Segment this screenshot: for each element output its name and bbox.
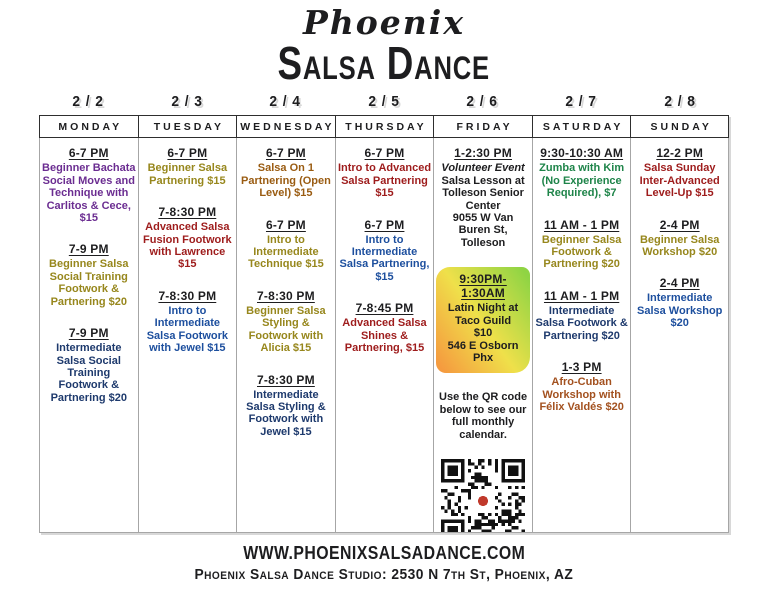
day-column-wednesday: [236, 138, 335, 532]
event-time: 6-7 PM: [68, 146, 109, 161]
day-header-monday: MONDAY: [39, 115, 138, 138]
schedule-event: [633, 146, 726, 199]
date-label-text: 2 / 5: [368, 93, 400, 111]
day-header-saturday: SATURDAY: [532, 115, 631, 138]
event-time: 7-8:30 PM: [158, 205, 217, 220]
schedule-event: [141, 289, 235, 355]
date-label-text: 2 / 8: [663, 93, 696, 111]
day-header-friday: FRIDAY: [433, 115, 532, 138]
script-title: Phoenix: [302, 3, 466, 42]
date-label-saturday: [532, 91, 631, 115]
event-time: 6-7 PM: [265, 217, 306, 232]
qr-event: [436, 459, 530, 532]
day-names-row: [39, 115, 729, 138]
event-description: Intermediate Salsa Workshop $20: [637, 292, 723, 330]
weekly-schedule-table: [39, 91, 729, 533]
event-time: 7-9 PM: [68, 326, 109, 341]
event-description: Beginner Salsa Partnering $15: [147, 162, 228, 187]
day-column-saturday: [532, 138, 631, 532]
event-description: Beginner Salsa Footwork & Partnering $20: [541, 233, 622, 271]
schedule-event: [338, 301, 432, 354]
date-label-tuesday: [138, 91, 237, 115]
event-time: 1-2:30 PM: [454, 146, 512, 161]
schedule-event: [535, 146, 629, 199]
schedule-event: [338, 146, 432, 199]
schedule-event: [535, 218, 629, 271]
schedule-event: [42, 242, 136, 308]
schedule-event: [436, 146, 530, 249]
event-time: 7-8:45 PM: [355, 301, 414, 316]
footer: [0, 543, 768, 583]
qr-note: [436, 391, 530, 441]
schedule-event: [141, 146, 235, 187]
date-label-wednesday: [236, 91, 335, 115]
schedule-event: [239, 218, 333, 271]
event-description: Use the QR code below to see our full monthly calendar.: [439, 391, 528, 441]
event-time: 9:30-10:30 AM: [540, 146, 624, 161]
day-header-tuesday: TUESDAY: [138, 115, 237, 138]
event-description: Salsa On 1 Partnering (Open Level) $15: [241, 162, 331, 200]
day-column-thursday: [335, 138, 434, 532]
event-time: 9:30PM-1:30AM: [459, 272, 507, 301]
event-description: Intermediate Salsa Social Training Footwork & Partnering $20: [50, 342, 127, 404]
event-description: Intro to Advanced Salsa Partnering $15: [337, 162, 432, 200]
event-description: Intermediate Salsa Footwork & Partnering $20: [535, 304, 628, 342]
event-time: 6-7 PM: [167, 146, 208, 161]
day-column-monday: [39, 138, 138, 532]
date-label-sunday: [630, 91, 729, 115]
event-time: 6-7 PM: [364, 146, 405, 161]
schedule-event: [239, 373, 333, 439]
event-time: 11 AM - 1 PM: [543, 217, 620, 232]
event-description: Beginner Bachata Social Moves and Technique with Carlitos & Cece, $15: [42, 162, 136, 225]
date-label-text: 2 / 7: [565, 93, 597, 111]
event-time: 7-8:30 PM: [257, 288, 315, 303]
date-label-text: 2 / 4: [269, 93, 302, 111]
website-text-inner: WWW.PHOENIXSALSADANCE.COM: [242, 543, 526, 564]
date-label-friday: [433, 91, 532, 115]
qr-center-logo: [478, 496, 488, 506]
schedule-event: [239, 146, 333, 199]
event-description: Intermediate Salsa Styling & Footwork with Jewel $15: [246, 388, 326, 438]
schedule-event: [42, 146, 136, 224]
page-title-text: Salsa Dance: [277, 36, 491, 89]
date-label-thursday: [335, 91, 434, 115]
event-time: 7-9 PM: [68, 242, 109, 257]
date-label-monday: [39, 91, 138, 115]
event-description: Intro to Intermediate Technique $15: [248, 233, 324, 271]
event-description: Beginner Salsa Social Training Footwork & Partnering $20: [49, 258, 129, 308]
event-time: 7-8:30 PM: [158, 288, 217, 303]
event-time: 6-7 PM: [265, 146, 306, 161]
schedule-body: [39, 138, 729, 533]
schedule-event: [141, 205, 235, 271]
event-time: 2-4 PM: [659, 276, 700, 291]
schedule-event: [338, 218, 432, 284]
event-description: Afro-Cuban Workshop with Félix Valdés $20: [539, 376, 624, 413]
event-time: 1-3 PM: [561, 360, 602, 375]
dates-row: [39, 91, 729, 115]
event-description: Beginner Salsa Styling & Footwork with Alicia $15: [246, 304, 326, 355]
event-subtitle: Volunteer Event: [441, 162, 525, 175]
day-column-friday: [433, 138, 532, 532]
day-column-tuesday: [138, 138, 237, 532]
date-label-text: 2 / 2: [72, 93, 105, 111]
event-description: Zumba with Kim (No Experience Required), $7: [539, 162, 625, 200]
event-time: 12-2 PM: [656, 146, 704, 161]
day-header-wednesday: WEDNESDAY: [236, 115, 335, 138]
event-description: Salsa Sunday Inter-Advanced Level-Up $15: [639, 162, 720, 200]
schedule-event: [42, 326, 136, 404]
event-description: Beginner Salsa Workshop $20: [639, 233, 720, 259]
event-description: Intro to Intermediate Salsa Footwork with Jewel $15: [146, 304, 228, 355]
schedule-event: [239, 289, 333, 355]
date-label-text: 2 / 6: [466, 93, 499, 111]
flyer-header: [0, 0, 768, 89]
event-time: 11 AM - 1 PM: [543, 288, 620, 303]
event-description: Salsa Lesson at Tolleson Senior Center 9055 W Van Buren St, Tolleson: [441, 174, 525, 249]
schedule-event: [535, 289, 629, 342]
event-description: Intro to Intermediate Salsa Partnering, $15: [339, 233, 430, 283]
event-time: 2-4 PM: [659, 217, 700, 232]
event-description: Advanced Salsa Fusion Footwork with Lawrence $15: [143, 221, 232, 271]
day-header-thursday: THURSDAY: [335, 115, 434, 138]
event-description: Advanced Salsa Shines & Partnering, $15: [342, 317, 427, 355]
highlighted-event: [436, 267, 530, 373]
studio-address: [0, 566, 768, 583]
website-text: [0, 543, 768, 564]
page-title: [0, 36, 768, 89]
event-description: Latin Night at Taco Guild $10 546 E Osborn Phx: [447, 302, 519, 364]
day-column-sunday: [630, 138, 729, 532]
schedule-event: [535, 360, 629, 413]
day-header-sunday: SUNDAY: [630, 115, 729, 138]
studio-address-inner: Phoenix Salsa Dance Studio: 2530 N 7th St, Phoenix, AZ: [194, 566, 574, 584]
schedule-event: [633, 218, 726, 259]
qr-code-image: [441, 459, 525, 532]
date-label-text: 2 / 3: [171, 93, 203, 111]
event-time: 7-8:30 PM: [257, 372, 315, 387]
schedule-event: [633, 276, 726, 329]
event-time: 6-7 PM: [364, 217, 405, 232]
